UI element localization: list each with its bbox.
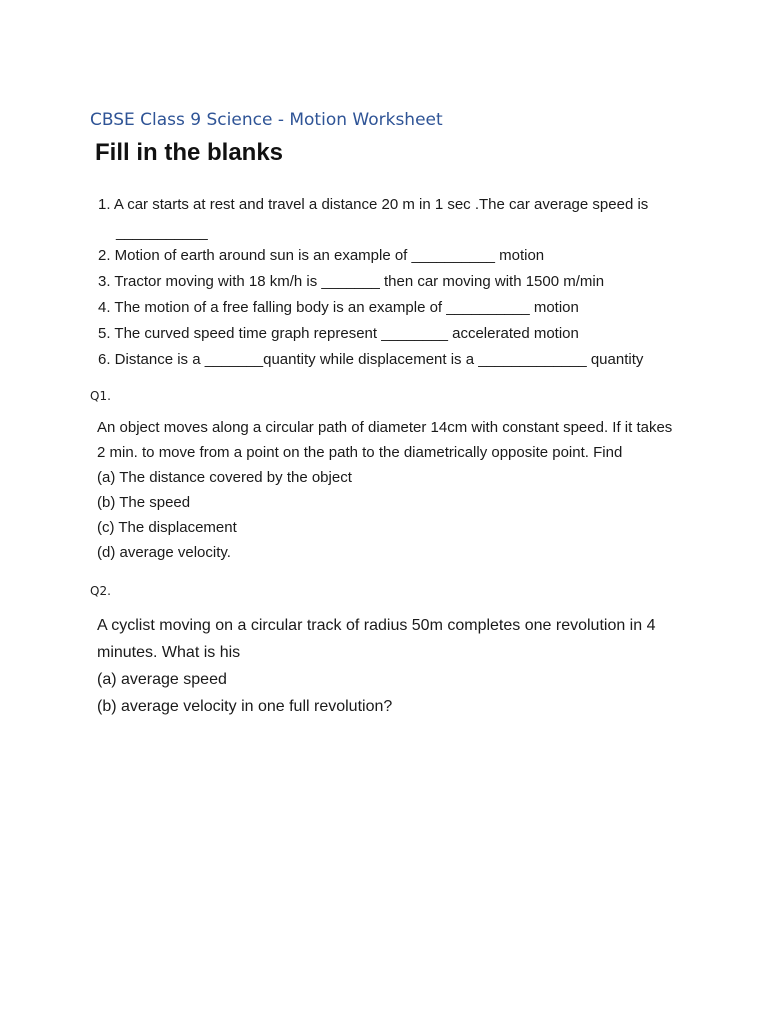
question-1-part-d: (d) average velocity.	[97, 544, 231, 561]
blank-item-3: 3. Tractor moving with 18 km/h is _______ then car moving with 1500 m/min	[98, 273, 605, 290]
blank-item-5: 5. The curved speed time graph represent ________ accelerated motion	[98, 325, 579, 342]
question-2-label: Q2.	[90, 584, 111, 598]
question-1-part-a: (a) The distance covered by the object	[97, 469, 352, 486]
blank-item-1-continuation: ___________	[116, 224, 208, 241]
question-2-part-b: (b) average velocity in one full revolution?	[97, 698, 393, 715]
question-1-part-b: (b) The speed	[97, 494, 191, 511]
question-2-line: A cyclist moving on a circular track of radius 50m completes one revolution in 4	[97, 617, 656, 634]
question-1-line: An object moves along a circular path of diameter 14cm with constant speed. If it takes	[97, 419, 673, 436]
question-1-line: 2 min. to move from a point on the path to the diametrically opposite point. Find	[97, 444, 623, 461]
section-heading-fill-in-blanks: Fill in the blanks	[95, 139, 284, 166]
blank-item-1: 1. A car starts at rest and travel a distance 20 m in 1 sec .The car average speed is	[98, 196, 649, 213]
question-2-line: minutes. What is his	[97, 644, 241, 661]
blank-item-2: 2. Motion of earth around sun is an example of __________ motion	[98, 247, 545, 264]
blank-item-6: 6. Distance is a _______quantity while displacement is a _____________ quantity	[98, 351, 644, 368]
blank-item-4: 4. The motion of a free falling body is an example of __________ motion	[98, 299, 579, 316]
question-2-part-a: (a) average speed	[97, 671, 227, 688]
question-1-part-c: (c) The displacement	[97, 519, 237, 536]
question-1-label: Q1.	[90, 389, 111, 403]
document-title: CBSE Class 9 Science - Motion Worksheet	[90, 110, 443, 130]
